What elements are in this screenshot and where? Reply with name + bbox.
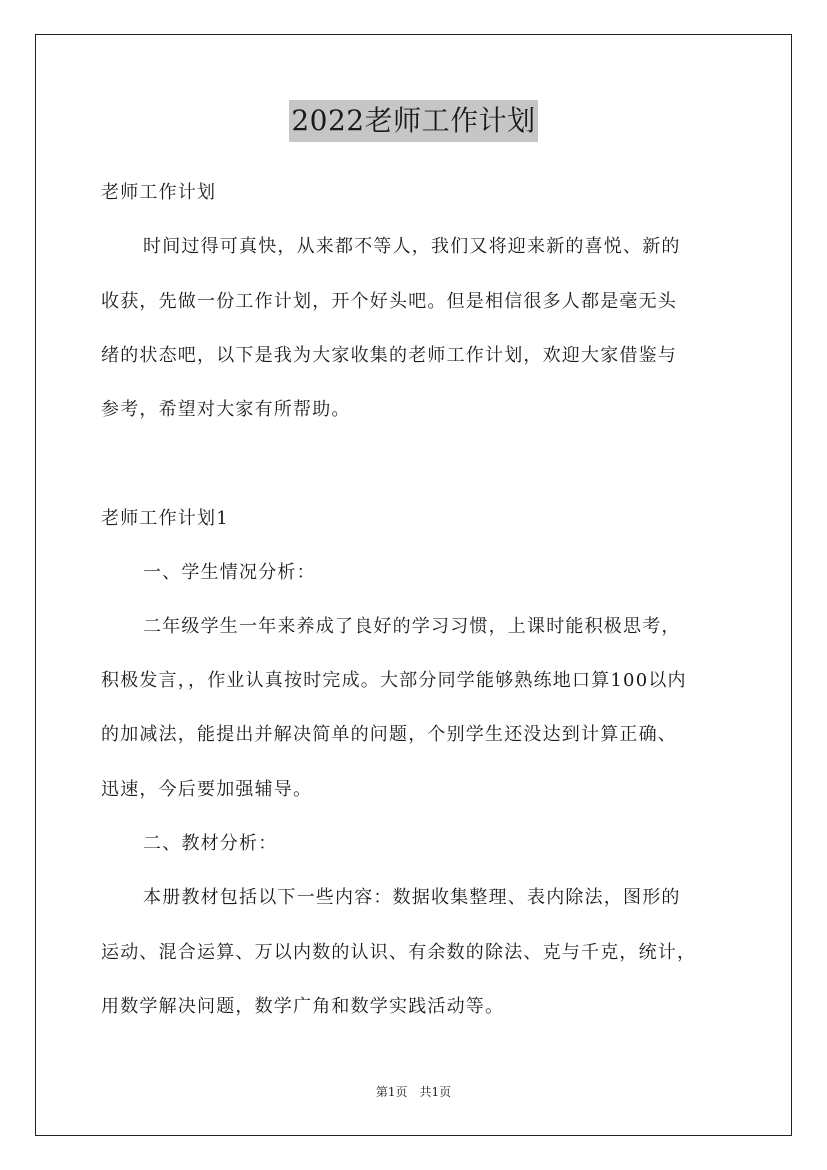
section-heading: 老师工作计划 — [101, 182, 217, 203]
document-title: 2022老师工作计划 — [289, 100, 537, 142]
section-heading: 老师工作计划1 — [101, 508, 229, 529]
paragraph-line: 二年级学生一年来养成了良好的学习习惯，上课时能积极思考， — [143, 616, 681, 637]
paragraph-line: 本册教材包括以下一些内容：数据收集整理、表内除法，图形的 — [143, 887, 681, 908]
paragraph-line: 运动、混合运算、万以内数的认识、有余数的除法、克与千克，统计， — [101, 942, 697, 963]
paragraph-line: 迅速，今后要加强辅导。 — [101, 779, 313, 800]
page-footer: 第1页 共1页 — [375, 1085, 452, 1099]
title-wrap — [0, 100, 827, 142]
paragraph-line: 收获，先做一份工作计划，开个好头吧。但是相信很多人都是毫无头 — [101, 291, 677, 312]
paragraph-line: 的加减法，能提出并解决简单的问题，个别学生还没达到计算正确、 — [101, 724, 677, 745]
subsection-heading: 二、教材分析： — [143, 833, 278, 854]
paragraph-line: 时间过得可真快，从来都不等人，我们又将迎来新的喜悦、新的 — [143, 236, 681, 257]
paragraph-line: 绪的状态吧，以下是我为大家收集的老师工作计划，欢迎大家借鉴与 — [101, 345, 677, 366]
paragraph-line: 用数学解决问题，数学广角和数学实践活动等。 — [101, 996, 505, 1017]
paragraph-line: 积极发言，，作业认真按时完成。大部分同学能够熟练地口算100以内 — [101, 670, 687, 691]
paragraph-line: 参考，希望对大家有所帮助。 — [101, 399, 351, 420]
subsection-heading: 一、学生情况分析： — [143, 562, 316, 583]
